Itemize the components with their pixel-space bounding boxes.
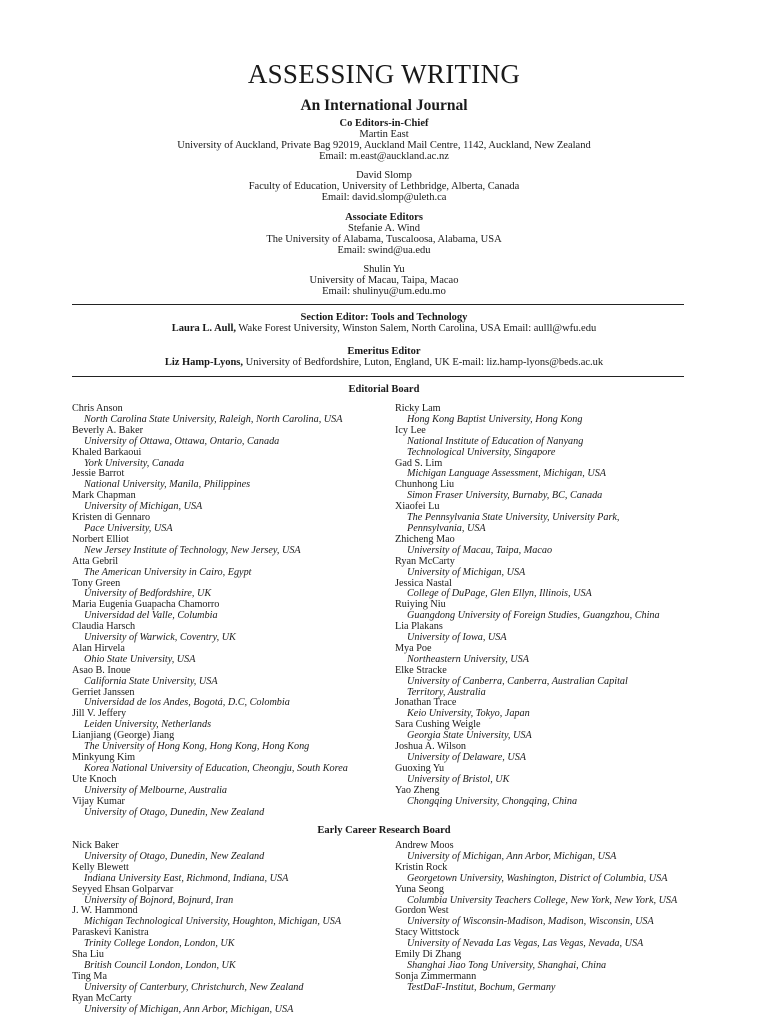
- board-member-affiliation: University of Michigan, USA: [407, 566, 526, 578]
- board-member-name: Andrew Moos: [395, 840, 454, 851]
- board-member-affiliation: College of DuPage, Glen Ellyn, Illinois, USA: [407, 588, 592, 600]
- board-member-affiliation: Simon Fraser University, Burnaby, BC, Canada: [407, 490, 603, 502]
- early-career-board-left-column: [72, 841, 341, 1016]
- divider: [72, 376, 684, 377]
- editor-email: Email: shulinyu@um.edu.mo: [322, 286, 446, 297]
- board-member-name: Lia Plakans: [395, 621, 443, 633]
- board-member-affiliation: National University, Manila, Philippines: [84, 479, 251, 491]
- board-member-affiliation: Georgia State University, USA: [407, 730, 532, 742]
- board-member-name: Nick Baker: [72, 840, 119, 851]
- board-member-affiliation: Leiden University, Netherlands: [84, 719, 212, 731]
- early-career-board-right-column: [395, 841, 677, 994]
- emeritus-editor-heading: Emeritus Editor: [347, 346, 421, 357]
- board-member-name: J. W. Hammond: [72, 905, 138, 917]
- emeritus-editor-name: Liz Hamp-Lyons,: [164, 357, 243, 368]
- board-member-name: Elke Stracke: [395, 664, 447, 676]
- editor-affiliation: The University of Alabama, Tuscaloosa, Alabama, USA: [266, 234, 502, 245]
- board-member-affiliation: The American University in Cairo, Egypt: [84, 566, 252, 578]
- board-member-affiliation: University of Otago, Dunedin, New Zealand: [84, 850, 265, 862]
- section-editor-details: Wake Forest University, Winston Salem, North Carolina, USA Email: aulll@wfu.edu: [235, 323, 597, 334]
- board-member-affiliation: Universidad del Valle, Columbia: [84, 610, 218, 622]
- editor-name: Stefanie A. Wind: [348, 223, 420, 234]
- board-member-affiliation: The Pennsylvania State University, University Park,: [407, 512, 620, 524]
- board-member-affiliation: University of Warwick, Coventry, UK: [84, 632, 236, 644]
- board-member-affiliation: Michigan Technological University, Houghton, Michigan, USA: [84, 916, 342, 928]
- board-member-affiliation: University of Melbourne, Australia: [84, 784, 227, 796]
- board-member-affiliation: Technological University, Singapore: [407, 446, 556, 458]
- board-member-affiliation: Georgetown University, Washington, District of Columbia, USA: [407, 872, 668, 884]
- editor-email: Email: david.slomp@uleth.ca: [321, 192, 447, 203]
- board-member-name: Stacy Wittstock: [395, 927, 460, 939]
- board-member-affiliation: Shanghai Jiao Tong University, Shanghai, China: [407, 959, 607, 971]
- board-member-name: Norbert Elliot: [72, 533, 129, 545]
- board-member-name: Vijay Kumar: [72, 795, 125, 807]
- board-member-name: Zhicheng Mao: [395, 533, 455, 545]
- board-member-name: Kristen di Gennaro: [72, 512, 151, 524]
- board-member-name: Claudia Harsch: [72, 621, 136, 633]
- board-member-affiliation: New Jersey Institute of Technology, New Jersey, USA: [84, 544, 301, 556]
- associate-editors-block: [0, 212, 768, 297]
- board-member-affiliation: University of Michigan, USA: [84, 501, 203, 513]
- board-member-affiliation: Pace University, USA: [84, 522, 173, 534]
- early-career-board-heading: Early Career Research Board: [317, 825, 451, 836]
- board-member-name: Maria Eugenia Guapacha Chamorro: [72, 599, 220, 611]
- board-member-name: Lianjiang (George) Jiang: [72, 730, 175, 742]
- board-member-name: Jessica Nastal: [395, 577, 452, 589]
- board-member-affiliation: Trinity College London, London, UK: [84, 938, 235, 950]
- board-member-affiliation: Ohio State University, USA: [84, 653, 196, 665]
- editor-email: Email: swind@ua.edu: [337, 245, 431, 256]
- board-member-affiliation: University of Bedfordshire, UK: [84, 588, 212, 600]
- board-member-name: Kelly Blewett: [72, 861, 129, 873]
- section-editor-heading: Section Editor: Tools and Technology: [300, 312, 468, 323]
- board-member-name: Paraskevi Kanistra: [72, 927, 149, 939]
- board-member-name: Mark Chapman: [72, 490, 136, 502]
- board-member-name: Kristin Rock: [395, 861, 448, 873]
- board-member-name: Sara Cushing Weigle: [395, 719, 481, 731]
- board-member-name: Xiaofei Lu: [395, 501, 440, 513]
- board-member-name: Ryan McCarty: [72, 992, 132, 1004]
- co-editors-heading: Co Editors-in-Chief: [339, 118, 429, 129]
- board-member-affiliation: University of Delaware, USA: [407, 752, 527, 763]
- board-member-affiliation: University of Nevada Las Vegas, Las Vegas, Nevada, USA: [407, 938, 644, 950]
- board-member-name: Mya Poe: [395, 642, 432, 654]
- divider: [72, 304, 684, 305]
- board-member-name: Gad S. Lim: [395, 457, 443, 469]
- board-member-affiliation: The University of Hong Kong, Hong Kong, Hong Kong: [84, 741, 310, 753]
- editor-name: David Slomp: [356, 170, 412, 181]
- board-member-affiliation: Columbia University Teachers College, New York, New York, USA: [407, 894, 678, 906]
- board-member-affiliation: University of Otago, Dunedin, New Zealand: [84, 806, 265, 818]
- editor-affiliation: University of Macau, Taipa, Macao: [309, 275, 459, 286]
- board-member-affiliation: University of Bristol, UK: [407, 773, 510, 785]
- board-member-affiliation: Indiana University East, Richmond, Indiana, USA: [84, 872, 289, 884]
- board-member-affiliation: Pennsylvania, USA: [407, 522, 486, 534]
- board-member-name: Jessie Barrot: [72, 468, 125, 480]
- board-member-affiliation: University of Michigan, Ann Arbor, Michigan, USA: [407, 850, 617, 862]
- board-member-name: Icy Lee: [395, 424, 426, 436]
- board-member-affiliation: National Institute of Education of Nanyang: [407, 435, 584, 447]
- emeritus-editor-details: University of Bedfordshire, Luton, England, UK E-mail: liz.hamp-lyons@beds.ac.uk: [243, 357, 604, 368]
- board-member-affiliation: University of Michigan, Ann Arbor, Michigan, USA: [84, 1003, 294, 1015]
- board-member-affiliation: North Carolina State University, Raleigh, North Carolina, USA: [84, 413, 343, 425]
- board-member-affiliation: Keio University, Tokyo, Japan: [407, 708, 530, 720]
- board-member-name: Alan Hirvela: [72, 642, 125, 654]
- board-member-name: Guoxing Yu: [395, 762, 445, 774]
- board-member-name: Gordon West: [395, 905, 449, 917]
- editor-name: Shulin Yu: [363, 264, 405, 275]
- board-member-affiliation: University of Macau, Taipa, Macao: [407, 544, 553, 556]
- board-member-affiliation: University of Canberra, Canberra, Australian Capital: [407, 675, 628, 687]
- board-member-name: Atta Gebril: [72, 555, 119, 567]
- board-member-name: Jill V. Jeffery: [72, 708, 127, 720]
- section-editor-name: Laura L. Aull,: [171, 323, 236, 334]
- board-member-name: Seyyed Ehsan Golparvar: [72, 883, 174, 895]
- board-member-name: Ute Knoch: [72, 773, 117, 785]
- board-member-name: Sonja Zimmermann: [395, 970, 477, 982]
- editorial-board-right-column: [395, 404, 660, 808]
- board-member-name: Emily Di Zhang: [395, 949, 462, 961]
- board-member-affiliation: Northeastern University, USA: [407, 653, 529, 665]
- board-member-affiliation: California State University, USA: [84, 675, 218, 687]
- board-member-name: Sha Liu: [72, 949, 104, 961]
- emeritus-editor-block: [0, 346, 768, 368]
- board-member-affiliation: University of Ottawa, Ottawa, Ontario, Canada: [84, 435, 280, 447]
- board-member-name: Gerriet Janssen: [72, 686, 135, 698]
- board-member-name: Yuna Seong: [395, 883, 444, 895]
- editorial-board-heading: Editorial Board: [348, 384, 420, 395]
- editorial-board-left-column: [72, 404, 348, 818]
- journal-subtitle: An International Journal: [300, 97, 468, 114]
- board-member-affiliation: Universidad de los Andes, Bogotá, D.C, Colombia: [84, 697, 290, 709]
- board-member-name: Asao B. Inoue: [72, 664, 131, 676]
- board-member-affiliation: University of Iowa, USA: [407, 632, 507, 644]
- editor-email: Email: m.east@auckland.ac.nz: [319, 151, 449, 162]
- board-member-name: Yao Zheng: [395, 784, 440, 796]
- board-member-name: Ryan McCarty: [395, 555, 455, 567]
- board-member-name: Chris Anson: [72, 403, 123, 414]
- board-member-affiliation: Korea National University of Education, Cheongju, South Korea: [84, 762, 348, 774]
- board-member-name: Joshua A. Wilson: [395, 741, 467, 753]
- section-editor-block: [0, 312, 768, 334]
- board-member-affiliation: Michigan Language Assessment, Michigan, USA: [407, 468, 607, 480]
- board-member-affiliation: York University, Canada: [84, 457, 185, 469]
- board-member-affiliation: Hong Kong Baptist University, Hong Kong: [407, 413, 583, 425]
- board-member-name: Minkyung Kim: [72, 752, 136, 763]
- board-member-name: Ting Ma: [72, 970, 108, 982]
- editor-affiliation: University of Auckland, Private Bag 92019, Auckland Mail Centre, 1142, Auckland, New Zealand: [177, 140, 591, 151]
- board-member-affiliation: TestDaF-Institut, Bochum, Germany: [407, 981, 556, 993]
- board-member-affiliation: Territory, Australia: [407, 686, 486, 698]
- board-member-name: Ricky Lam: [395, 403, 441, 414]
- board-member-name: Chunhong Liu: [395, 479, 455, 491]
- board-member-name: Tony Green: [72, 577, 121, 589]
- journal-title: ASSESSING WRITING: [247, 59, 521, 89]
- board-member-name: Beverly A. Baker: [72, 424, 144, 436]
- editor-name: Martin East: [359, 129, 409, 140]
- editor-affiliation: Faculty of Education, University of Lethbridge, Alberta, Canada: [248, 181, 520, 192]
- board-member-name: Ruiying Niu: [395, 599, 446, 611]
- board-member-name: Khaled Barkaoui: [72, 446, 142, 458]
- board-member-name: Jonathan Trace: [395, 697, 457, 709]
- board-member-affiliation: University of Wisconsin-Madison, Madison, Wisconsin, USA: [407, 916, 654, 928]
- board-member-affiliation: University of Canterbury, Christchurch, New Zealand: [84, 981, 304, 993]
- board-member-affiliation: Guangdong University of Foreign Studies, Guangzhou, China: [407, 610, 660, 622]
- board-member-affiliation: University of Bojnord, Bojnurd, Iran: [84, 894, 234, 906]
- associate-editors-heading: Associate Editors: [345, 212, 423, 223]
- co-editors-block: [0, 118, 768, 203]
- board-member-affiliation: Chongqing University, Chongqing, China: [407, 795, 578, 807]
- board-member-affiliation: British Council London, London, UK: [84, 959, 236, 971]
